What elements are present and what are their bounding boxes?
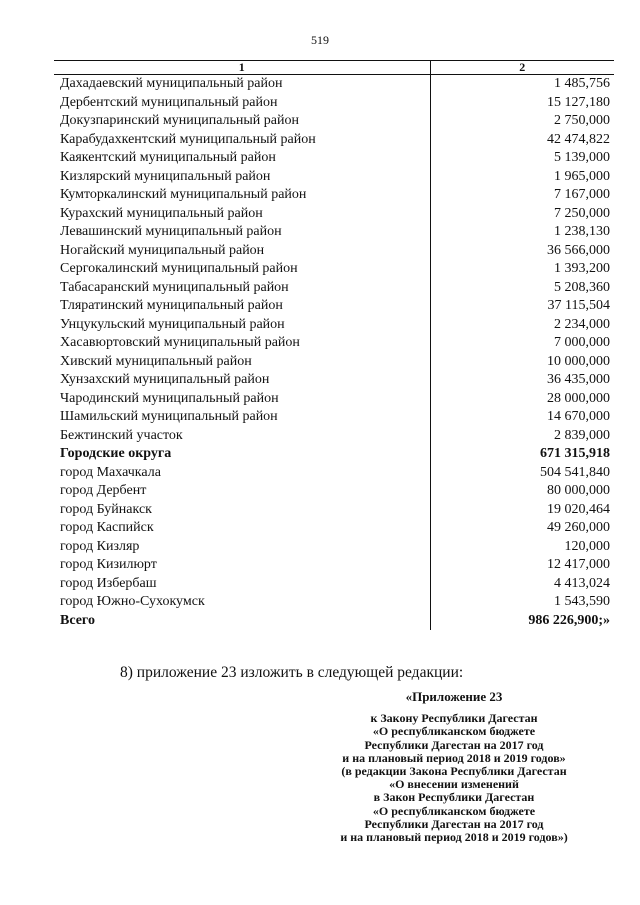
row-name: город Каспийск bbox=[60, 520, 154, 535]
table-row bbox=[54, 316, 614, 335]
row-name: Кумторкалинский муниципальный район bbox=[60, 187, 307, 202]
appendix-line: и на плановый период 2018 и 2019 годов») bbox=[340, 830, 568, 845]
row-value: 5 139,000 bbox=[430, 149, 614, 168]
row-name: Городские округа bbox=[60, 446, 172, 461]
table-row bbox=[54, 427, 614, 446]
row-name: Ногайский муниципальный район bbox=[60, 242, 265, 258]
table-row bbox=[54, 112, 614, 131]
table-row bbox=[54, 556, 614, 575]
table-row bbox=[54, 612, 614, 631]
row-name: Докузпаринский муниципальный район bbox=[60, 113, 299, 128]
row-value: 36 435,000 bbox=[430, 371, 614, 390]
budget-table bbox=[54, 60, 614, 630]
row-name: город Кизилюрт bbox=[60, 557, 157, 572]
row-value: 80 000,000 bbox=[430, 482, 614, 501]
table-row bbox=[54, 408, 614, 427]
row-value: 15 127,180 bbox=[430, 94, 614, 113]
row-name: Хивский муниципальный район bbox=[60, 353, 252, 369]
table-row bbox=[54, 575, 614, 594]
table-row bbox=[54, 464, 614, 483]
appendix-line: «О республиканском бюджете bbox=[372, 803, 536, 818]
row-name: Левашинский муниципальный район bbox=[60, 224, 282, 239]
row-name: Всего bbox=[60, 612, 95, 628]
appendix-header bbox=[304, 690, 604, 844]
row-name: город Избербаш bbox=[60, 575, 157, 591]
row-name: Дербентский муниципальный район bbox=[60, 94, 278, 110]
appendix-line: в Закон Республики Дагестан bbox=[373, 790, 535, 805]
row-value: 49 260,000 bbox=[430, 519, 614, 538]
table-body bbox=[54, 75, 614, 631]
appendix-line: «О республиканском бюджете bbox=[372, 724, 536, 739]
row-name: Унцукульский муниципальный район bbox=[60, 316, 285, 332]
row-name: Хунзахский муниципальный район bbox=[60, 372, 270, 387]
table-row bbox=[54, 223, 614, 242]
column-header-1: 1 bbox=[54, 61, 430, 75]
row-value: 2 234,000 bbox=[430, 316, 614, 335]
row-value: 2 839,000 bbox=[430, 427, 614, 446]
appendix-line: «О внесении изменений bbox=[389, 777, 519, 792]
row-name: город Махачкала bbox=[60, 464, 161, 480]
table-row bbox=[54, 94, 614, 113]
column-header-2: 2 bbox=[430, 61, 614, 75]
appendix-title: «Приложение 23 bbox=[405, 689, 503, 704]
row-name: Карабудахкентский муниципальный район bbox=[60, 131, 316, 147]
row-value: 4 413,024 bbox=[430, 575, 614, 594]
row-name: город Буйнакск bbox=[60, 501, 152, 517]
row-value: 42 474,822 bbox=[430, 131, 614, 150]
row-value: 28 000,000 bbox=[430, 390, 614, 409]
table-row bbox=[54, 390, 614, 409]
row-value: 36 566,000 bbox=[430, 242, 614, 261]
row-name: город Южно-Сухокумск bbox=[60, 594, 205, 609]
row-value: 1 238,130 bbox=[430, 223, 614, 242]
table-row bbox=[54, 242, 614, 261]
row-value: 7 167,000 bbox=[430, 186, 614, 205]
table-row bbox=[54, 75, 614, 94]
instruction-text: 8) приложение 23 изложить в следующей редакции: bbox=[120, 664, 464, 681]
table-row bbox=[54, 353, 614, 372]
row-name: Курахский муниципальный район bbox=[60, 205, 263, 221]
row-value: 120,000 bbox=[430, 538, 614, 557]
row-value: 504 541,840 bbox=[430, 464, 614, 483]
row-name: город Кизляр bbox=[60, 538, 140, 554]
row-name: Каякентский муниципальный район bbox=[60, 150, 276, 165]
row-value: 19 020,464 bbox=[430, 501, 614, 520]
table-row bbox=[54, 593, 614, 612]
table-row bbox=[54, 260, 614, 279]
row-value: 671 315,918 bbox=[430, 445, 614, 464]
table-row bbox=[54, 501, 614, 520]
row-value: 14 670,000 bbox=[430, 408, 614, 427]
row-name: Шамильский муниципальный район bbox=[60, 409, 278, 424]
row-value: 1 485,756 bbox=[430, 75, 614, 94]
table-row bbox=[54, 297, 614, 316]
table-row bbox=[54, 334, 614, 353]
table-row bbox=[54, 445, 614, 464]
table-row bbox=[54, 168, 614, 187]
table-row bbox=[54, 538, 614, 557]
appendix-line: (в редакции Закона Республики Дагестан bbox=[341, 764, 567, 779]
appendix-line: и на плановый период 2018 и 2019 годов» bbox=[342, 750, 566, 765]
row-value: 5 208,360 bbox=[430, 279, 614, 298]
row-value: 37 115,504 bbox=[430, 297, 614, 316]
table-row bbox=[54, 482, 614, 501]
row-value: 7 250,000 bbox=[430, 205, 614, 224]
budget-table-container bbox=[54, 60, 614, 630]
row-name: Табасаранский муниципальный район bbox=[60, 279, 289, 295]
appendix-line: Республики Дагестан на 2017 год bbox=[364, 737, 544, 752]
row-name: Тляратинский муниципальный район bbox=[60, 298, 283, 313]
table-row bbox=[54, 205, 614, 224]
page-number: 519 bbox=[311, 33, 329, 47]
row-name: Чародинский муниципальный район bbox=[60, 390, 279, 406]
table-row bbox=[54, 371, 614, 390]
row-value: 2 750,000 bbox=[430, 112, 614, 131]
appendix-lines bbox=[304, 712, 604, 844]
table-row bbox=[54, 519, 614, 538]
row-value: 10 000,000 bbox=[430, 353, 614, 372]
table-row bbox=[54, 131, 614, 150]
table-row bbox=[54, 149, 614, 168]
row-name: Хасавюртовский муниципальный район bbox=[60, 335, 300, 350]
row-name: Кизлярский муниципальный район bbox=[60, 168, 271, 184]
appendix-line: Республики Дагестан на 2017 год bbox=[364, 816, 544, 831]
row-name: Бежтинский участок bbox=[60, 427, 183, 443]
row-value: 986 226,900;» bbox=[430, 612, 614, 631]
row-name: Сергокалинский муниципальный район bbox=[60, 261, 298, 276]
table-header-row bbox=[54, 61, 614, 75]
appendix-line: к Закону Республики Дагестан bbox=[370, 711, 538, 726]
row-value: 12 417,000 bbox=[430, 556, 614, 575]
row-value: 1 543,590 bbox=[430, 593, 614, 612]
row-name: город Дербент bbox=[60, 483, 147, 498]
row-name: Дахадаевский муниципальный район bbox=[60, 76, 283, 91]
table-row bbox=[54, 279, 614, 298]
table-row bbox=[54, 186, 614, 205]
row-value: 7 000,000 bbox=[430, 334, 614, 353]
row-value: 1 965,000 bbox=[430, 168, 614, 187]
row-value: 1 393,200 bbox=[430, 260, 614, 279]
